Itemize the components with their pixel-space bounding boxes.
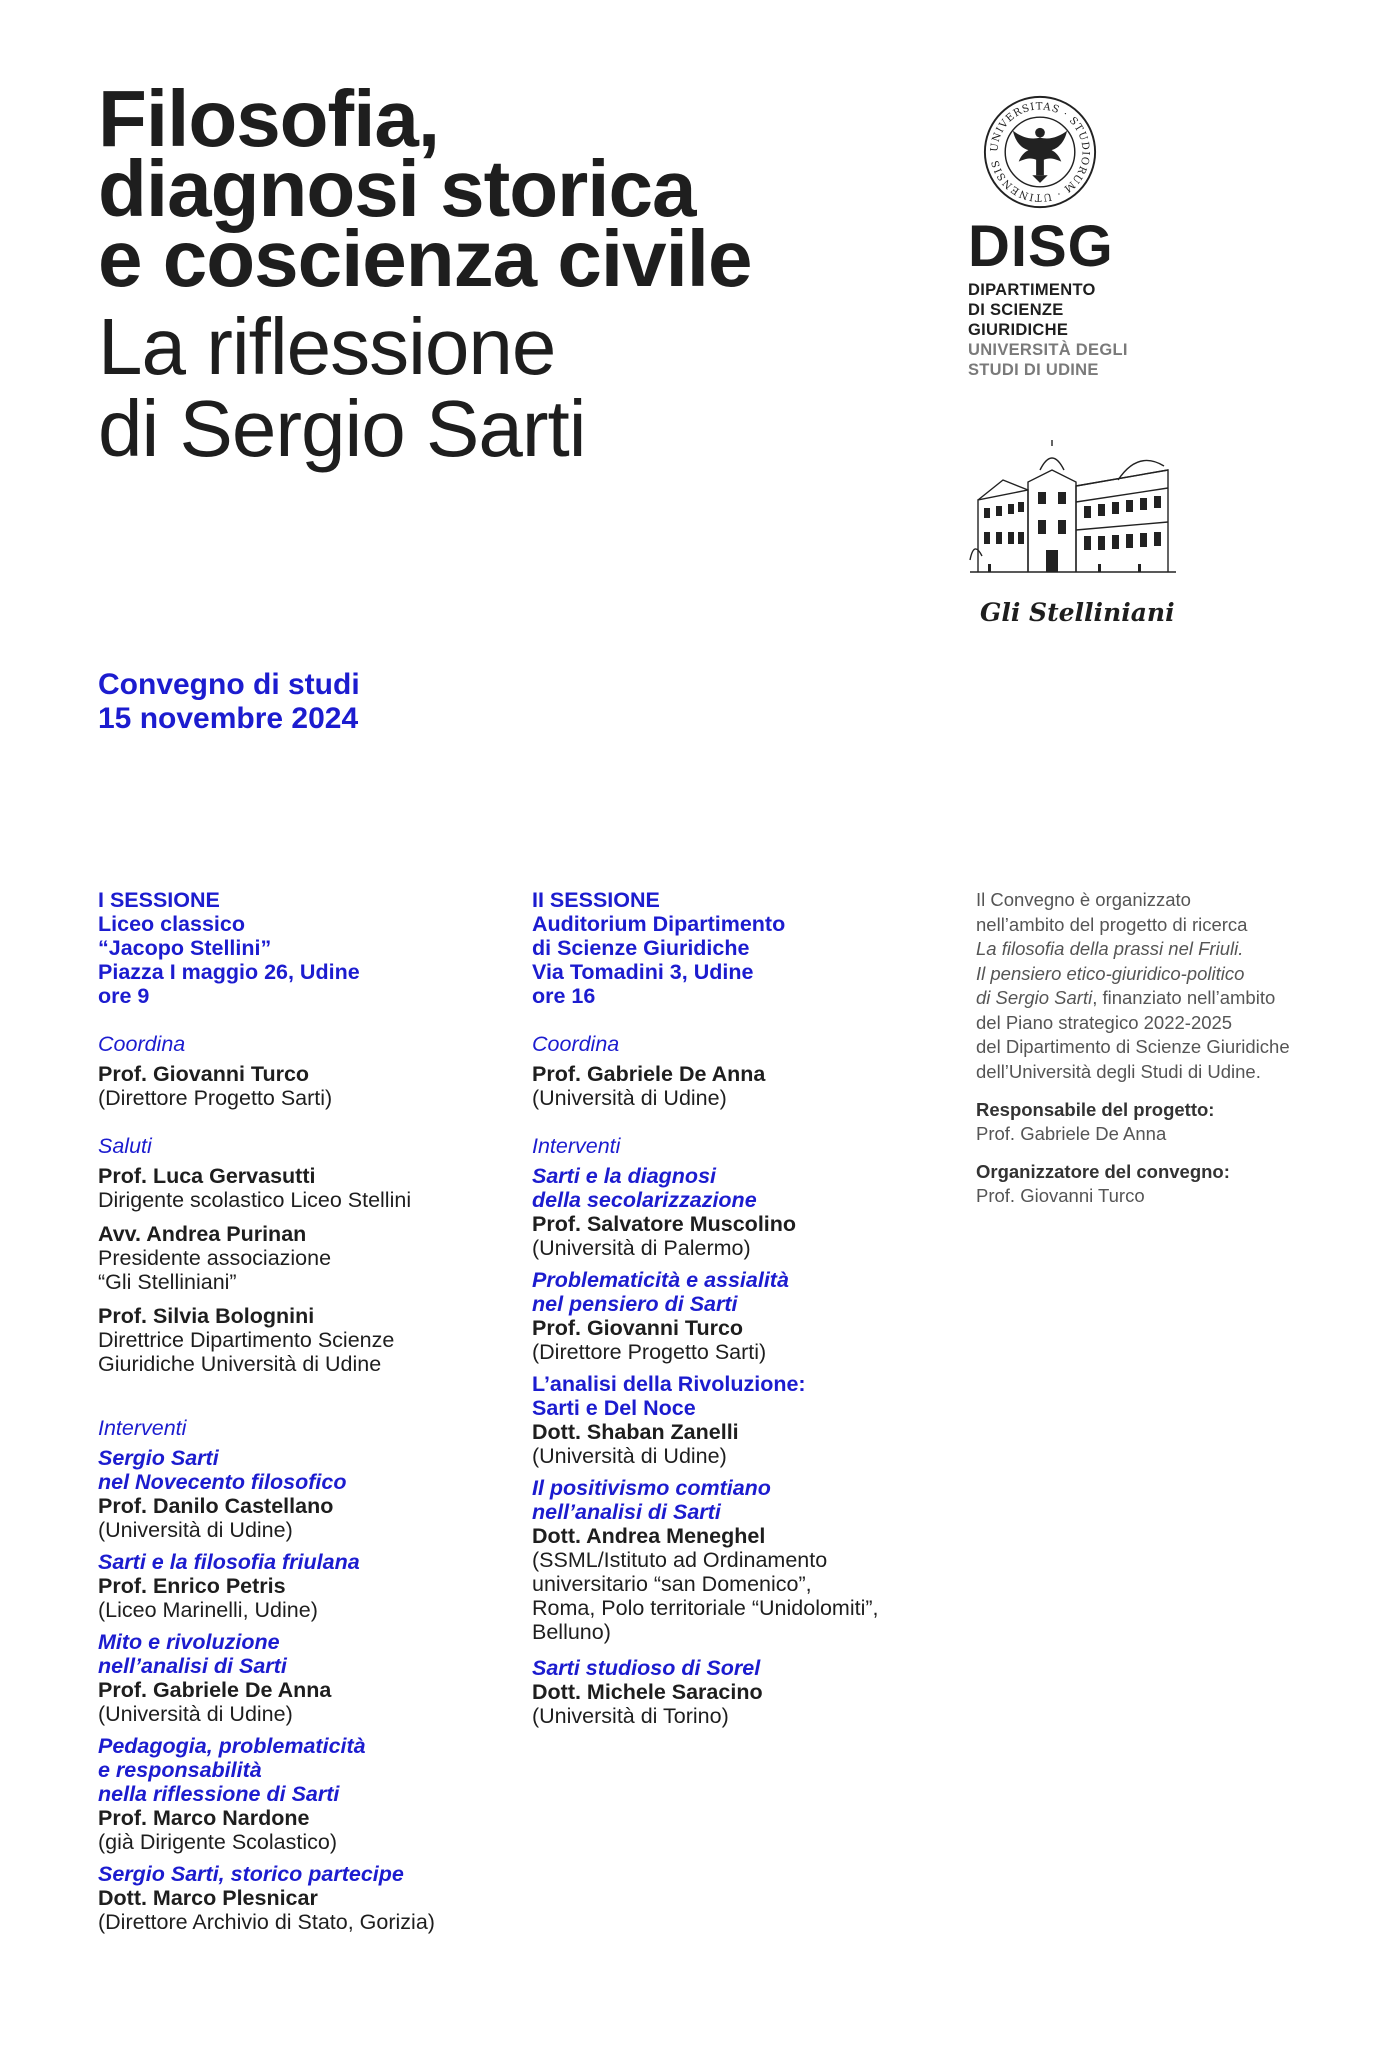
- person-role: (SSML/Istituto ad Ordinamento universitario “san Domenico”, Roma, Polo territoriale “Unidolomiti”, Belluno): [532, 1548, 879, 1644]
- person-name: Prof. Giovanni Turco: [532, 1316, 744, 1340]
- responsible-label: Responsabile del progetto:: [976, 1099, 1215, 1120]
- talk-item: [98, 1734, 518, 1854]
- project-title: di Sergio Sarti: [976, 987, 1093, 1008]
- person-role: (Università di Udine): [532, 1086, 727, 1110]
- greeting-speaker: [98, 1304, 518, 1376]
- disg-line: DIPARTIMENTO: [968, 281, 1096, 299]
- person-name: Prof. Giovanni Turco: [98, 1062, 310, 1086]
- disg-line: DI SCIENZE: [968, 301, 1064, 319]
- stelliniani-logo: [968, 440, 1188, 627]
- project-note: [976, 888, 1336, 1084]
- talk-item: [98, 1862, 518, 1934]
- person-name: Prof. Salvatore Muscolino: [532, 1212, 797, 1236]
- talk-title: Pedagogia, problematicità e responsabilità nella riflessione di Sarti: [98, 1734, 366, 1806]
- disg-logo: [968, 94, 1228, 380]
- person-role: Direttrice Dipartimento Scienze Giuridiche Università di Udine: [98, 1328, 395, 1376]
- organizer-label: Organizzatore del convegno:: [976, 1161, 1230, 1182]
- person-role: (Liceo Marinelli, Udine): [98, 1598, 318, 1622]
- talk-item: [98, 1550, 518, 1622]
- saluti-label: Saluti: [98, 1134, 152, 1158]
- greeting-speaker: [98, 1164, 518, 1212]
- person-name: Prof. Silvia Bolognini: [98, 1304, 315, 1328]
- person-name: Prof. Marco Nardone: [98, 1806, 310, 1830]
- talk-item: [532, 1268, 952, 1364]
- talk-item: [532, 1656, 952, 1728]
- greeting-speaker: [98, 1222, 518, 1294]
- subtitle: La riflessione di Sergio Sarti: [98, 302, 586, 473]
- person-name: Dott. Marco Plesnicar: [98, 1886, 318, 1910]
- university-line: UNIVERSITÀ DEGLI: [968, 341, 1128, 359]
- coordinator: [98, 1062, 518, 1110]
- session-1-heading: I SESSIONE Liceo classico “Jacopo Stellini” Piazza I maggio 26, Udine ore 9: [98, 888, 360, 1008]
- person-role: (Università di Torino): [532, 1704, 729, 1728]
- coordinator: [532, 1062, 952, 1110]
- person-name: Dott. Andrea Meneghel: [532, 1524, 766, 1548]
- talk-title: Sarti e la filosofia friulana: [98, 1550, 360, 1574]
- note-line: [976, 986, 1336, 1011]
- building-sketch-icon: [968, 440, 1178, 580]
- event-heading: [98, 668, 360, 736]
- disg-line: GIURIDICHE: [968, 321, 1069, 339]
- note-line: [976, 937, 1336, 962]
- note-line: del Dipartimento di Scienze Giuridiche: [976, 1036, 1290, 1057]
- person-role: (già Dirigente Scolastico): [98, 1830, 337, 1854]
- talk-title: Mito e rivoluzione nell’analisi di Sarti: [98, 1630, 287, 1678]
- talk-item: [532, 1476, 952, 1644]
- stelliniani-caption: Gli Stelliniani: [980, 598, 1175, 627]
- disg-wordmark: DISG: [968, 214, 1114, 279]
- person-role: (Università di Udine): [98, 1518, 293, 1542]
- person-role: (Direttore Progetto Sarti): [98, 1086, 333, 1110]
- person-name: Prof. Gabriele De Anna: [532, 1062, 766, 1086]
- responsible-name: Prof. Gabriele De Anna: [976, 1123, 1167, 1144]
- talk-item: [98, 1446, 518, 1542]
- person-role: (Università di Udine): [532, 1444, 727, 1468]
- person-name: Prof. Danilo Castellano: [98, 1494, 334, 1518]
- talk-item: [98, 1630, 518, 1726]
- note-line: [976, 962, 1336, 987]
- interventi-label: Interventi: [532, 1134, 621, 1158]
- person-role: (Università di Udine): [98, 1702, 293, 1726]
- person-role: (Direttore Archivio di Stato, Gorizia): [98, 1910, 435, 1934]
- university-line: STUDI DI UDINE: [968, 361, 1099, 379]
- person-role: Presidente associazione “Gli Stelliniani”: [98, 1246, 332, 1294]
- talk-item: [532, 1164, 952, 1260]
- main-title: Filosofia, diagnosi storica e coscienza civile: [98, 74, 752, 303]
- note-line: nell’ambito del progetto di ricerca: [976, 913, 1248, 935]
- title-block: [98, 74, 958, 473]
- project-title: La filosofia della prassi nel Friuli.: [976, 938, 1244, 959]
- event-date: 15 novembre 2024: [98, 702, 359, 735]
- university-seal-icon: [982, 94, 1098, 210]
- talk-title: Sergio Sarti, storico partecipe: [98, 1862, 404, 1886]
- info-column: [976, 888, 1336, 1208]
- interventi-label: Interventi: [98, 1416, 187, 1440]
- organizer-name: Prof. Giovanni Turco: [976, 1185, 1145, 1206]
- person-name: Prof. Luca Gervasutti: [98, 1164, 316, 1188]
- session-2-heading: II SESSIONE Auditorium Dipartimento di Scienze Giuridiche Via Tomadini 3, Udine ore 16: [532, 888, 786, 1008]
- session-2-column: [532, 888, 952, 1728]
- project-title: Il pensiero etico-giuridico-politico: [976, 962, 1245, 984]
- person-role: (Direttore Progetto Sarti): [532, 1340, 767, 1364]
- person-name: Prof. Enrico Petris: [98, 1574, 286, 1598]
- talk-title: Sarti studioso di Sorel: [532, 1656, 761, 1680]
- coordina-label: Coordina: [98, 1032, 186, 1056]
- talk-item: [532, 1372, 952, 1468]
- person-name: Avv. Andrea Purinan: [98, 1222, 307, 1246]
- note-text: , finanziato nell’ambito: [1092, 987, 1276, 1008]
- talk-title: Il positivismo comtiano nell’analisi di Sarti: [532, 1476, 771, 1524]
- person-name: Dott. Shaban Zanelli: [532, 1420, 739, 1444]
- note-line: dell’Università degli Studi di Udine.: [976, 1060, 1261, 1082]
- talk-title: Problematicità e assialità nel pensiero di Sarti: [532, 1268, 789, 1316]
- event-type: Convegno di studi: [98, 668, 360, 701]
- person-name: Dott. Michele Saracino: [532, 1680, 763, 1704]
- talk-title: Sarti e la diagnosi della secolarizzazione: [532, 1164, 757, 1212]
- coordina-label: Coordina: [532, 1032, 620, 1056]
- person-role: (Università di Palermo): [532, 1236, 751, 1260]
- person-name: Prof. Gabriele De Anna: [98, 1678, 332, 1702]
- session-1-column: [98, 888, 518, 1934]
- talk-title: L’analisi della Rivoluzione: Sarti e Del Noce: [532, 1372, 806, 1420]
- talk-title: Sergio Sarti nel Novecento filosofico: [98, 1446, 347, 1494]
- svg-text:UNIVERSITAS · STUDIORUM · UTIN: UNIVERSITAS · STUDIORUM · UTINENSIS: [989, 101, 1091, 203]
- person-role: Dirigente scolastico Liceo Stellini: [98, 1188, 412, 1212]
- note-line: Il Convegno è organizzato: [976, 889, 1191, 910]
- note-line: del Piano strategico 2022-2025: [976, 1011, 1233, 1033]
